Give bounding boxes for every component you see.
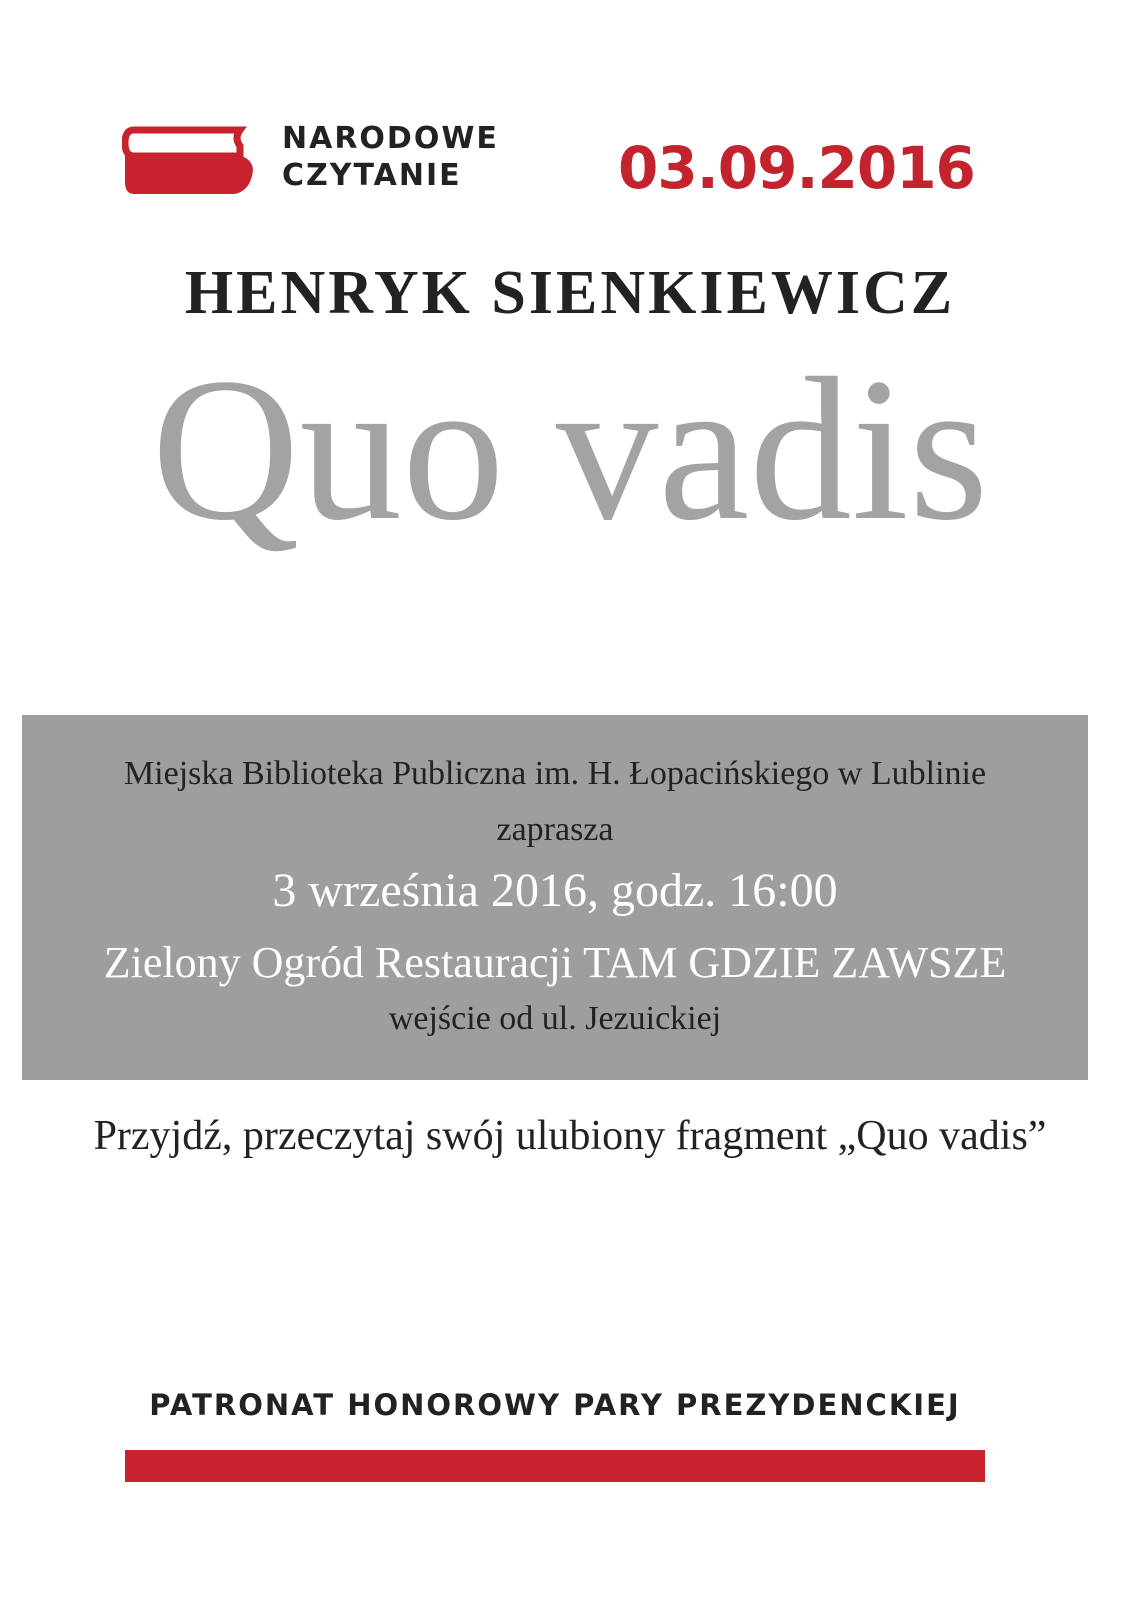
red-bar-divider (125, 1450, 985, 1482)
book-logo-icon (122, 126, 258, 198)
logo-line1: NARODOWE (282, 121, 499, 156)
event-datetime: 3 września 2016, godz. 16:00 (272, 864, 838, 917)
book-title: Quo vadis (151, 336, 989, 563)
invites-text: zaprasza (496, 811, 614, 848)
logo-text (282, 120, 499, 194)
entrance: wejście od ul. Jezuickiej (388, 1000, 722, 1037)
logo-line2: CZYTANIE (282, 158, 462, 193)
author-name: HENRYK SIENKIEWICZ (184, 259, 956, 327)
event-info-box (22, 715, 1088, 1080)
patronage-text: PATRONAT HONOROWY PARY PREZYDENCKIEJ (149, 1388, 961, 1422)
venue: Zielony Ogród Restauracji TAM GDZIE ZAWSZE (103, 938, 1007, 987)
event-date: 03.09.2016 (618, 134, 975, 202)
invitation-text: Przyjdź, przeczytaj swój ulubiony fragment „Quo vadis” (93, 1113, 1047, 1159)
organizer: Miejska Biblioteka Publiczna im. H. Łopacińskiego w Lublinie (123, 755, 987, 792)
